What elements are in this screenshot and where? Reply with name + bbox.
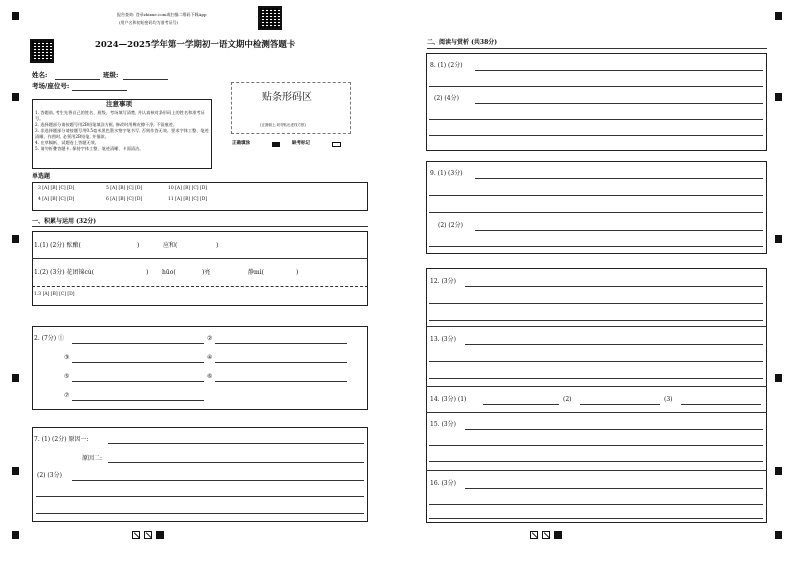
section2-title: 二、阅读与赏析 (共38分) xyxy=(427,39,498,46)
slash-box-icon xyxy=(530,531,538,539)
q8-1-label: 8. (1) (2分) xyxy=(430,62,463,69)
q2-mark-6: ⑥ xyxy=(207,373,213,380)
correct-fill-label: 正确填涂 xyxy=(232,141,250,146)
q1-1-close: ) xyxy=(137,242,140,249)
choice-option-row[interactable]: 6 [A] [B] [C] [D] xyxy=(106,197,143,202)
q9-answer-line[interactable] xyxy=(475,230,763,231)
q16-label: 16. (3分) xyxy=(430,480,456,487)
q2-answer-line-1[interactable] xyxy=(72,343,204,344)
alignment-marker xyxy=(775,93,782,101)
row-divider xyxy=(426,412,767,413)
note-item: 5. 请勿折叠答题卡, 保持字体工整、笔迹清晰、卡面清洁。 xyxy=(35,146,144,151)
q14-answer-line-3[interactable] xyxy=(681,404,761,405)
q2-answer-line-4[interactable] xyxy=(215,362,347,363)
sheet-qr-code xyxy=(30,39,54,63)
q15-answer-line[interactable] xyxy=(465,429,763,430)
filled-box-icon xyxy=(554,531,562,539)
q1-1-close2: ) xyxy=(216,242,219,249)
q13-answer-line[interactable] xyxy=(429,378,763,379)
q15-label: 15. (3分) xyxy=(430,421,456,428)
notes-title: 注意事项 xyxy=(106,100,132,108)
q1-2-label: 1.(2) (3分) 花团锦cù( xyxy=(34,269,95,276)
row-divider xyxy=(426,326,767,327)
page-marker-group xyxy=(530,531,566,539)
q7-reason1-line[interactable] xyxy=(108,443,364,444)
q13-label: 13. (3分) xyxy=(430,336,456,343)
q8-2-label: (2) (4分) xyxy=(434,95,459,102)
q7-answer-line[interactable] xyxy=(72,480,364,481)
platform-line-1: 报告查询: 登录zhixue.com或扫描二维码下载App xyxy=(117,12,207,17)
notes-list xyxy=(35,110,209,152)
row-divider xyxy=(426,386,767,387)
single-choice-label: 单选题 xyxy=(32,173,51,180)
q1-3-choice[interactable]: 1.3 [A] [B] [C] [D] xyxy=(34,292,75,297)
q7-answer-line[interactable] xyxy=(36,513,364,514)
q7-reason2-line[interactable] xyxy=(108,462,364,463)
slash-box-icon xyxy=(542,531,550,539)
slash-box-icon xyxy=(132,531,140,539)
q8-answer-line[interactable] xyxy=(429,86,763,87)
alignment-marker xyxy=(775,374,782,382)
choice-option-row[interactable]: 3 [A] [B] [C] [D] xyxy=(38,186,75,191)
q15-answer-line[interactable] xyxy=(429,445,763,446)
q13-answer-line[interactable] xyxy=(465,344,763,345)
q9-1-label: 9. (1) (3分) xyxy=(430,170,463,177)
q1-1-part2: 应和( xyxy=(163,242,178,249)
q1-2-part2: hūo( xyxy=(162,269,176,276)
note-item: 1. 答题前, 考生先将自己的姓名、班级、考场填写清楚, 并认真核对条形码上的姓名和准考证号。 xyxy=(35,110,205,121)
name-field[interactable] xyxy=(55,79,100,80)
q1-2-close: ) xyxy=(146,269,149,276)
q14-part2: (2) xyxy=(563,396,572,403)
section1-title: 一、积累与运用 (32分) xyxy=(32,218,97,225)
alignment-marker xyxy=(12,93,19,101)
q2-answer-line-5[interactable] xyxy=(72,381,204,382)
alignment-marker xyxy=(775,12,782,20)
q2-mark-5: ⑤ xyxy=(64,373,70,380)
room-label: 考场/座位号: xyxy=(32,82,70,90)
slash-box-icon xyxy=(144,531,152,539)
q9-answer-line[interactable] xyxy=(429,246,763,247)
row-divider xyxy=(32,286,368,287)
note-item: 3. 非选择题部分请按题号用0.5毫米黑色墨水签字笔书写, 否则作答无效。要求字体工整、笔迹清晰。作图时, 必须用2B铅笔, 并描浓。 xyxy=(35,128,209,139)
q1-2-part3: 静mì( xyxy=(248,269,264,276)
section-divider xyxy=(32,226,368,227)
alignment-marker xyxy=(12,467,19,475)
q15-answer-line[interactable] xyxy=(429,461,763,462)
q13-answer-line[interactable] xyxy=(429,361,763,362)
choice-option-row[interactable]: 11 [A] [B] [C] [D] xyxy=(168,197,208,202)
alignment-marker xyxy=(12,374,19,382)
q8-answer-line[interactable] xyxy=(429,119,763,120)
q14-answer-line-1[interactable] xyxy=(483,404,559,405)
q7-reason2-label: 原因二: xyxy=(82,455,103,462)
q9-answer-line[interactable] xyxy=(429,195,763,196)
q12-answer-line[interactable] xyxy=(465,286,763,287)
platform-line-2: (用户名和初始密码均为准考证号) xyxy=(119,20,179,25)
name-label: 姓名: xyxy=(32,71,48,79)
alignment-marker xyxy=(775,531,782,539)
q8-box xyxy=(426,53,767,151)
download-qr-code[interactable] xyxy=(258,6,282,30)
choice-option-row[interactable]: 4 [A] [B] [C] [D] xyxy=(38,197,75,202)
q9-2-label: (2) (2分) xyxy=(438,222,463,229)
choice-option-row[interactable]: 5 [A] [B] [C] [D] xyxy=(106,186,143,191)
choice-option-row[interactable]: 10 [A] [B] [C] [D] xyxy=(168,186,208,191)
q7-label: 7. (1) (2分) 原因一: xyxy=(34,436,89,443)
q12-answer-line[interactable] xyxy=(429,303,763,304)
q9-box xyxy=(426,161,767,254)
q16-answer-line[interactable] xyxy=(429,518,763,519)
q2-mark-4: ④ xyxy=(207,354,213,361)
q1-2-close2: )亮 xyxy=(202,269,211,276)
q2-answer-line-2[interactable] xyxy=(215,343,347,344)
q7-answer-line[interactable] xyxy=(36,496,364,497)
q14-part3: (3) xyxy=(664,396,673,403)
q8-answer-line[interactable] xyxy=(475,103,763,104)
q2-mark-3: ③ xyxy=(64,354,70,361)
filled-box-icon xyxy=(156,531,164,539)
q1-1-label: 1.(1) (2分) 酝酿( xyxy=(34,242,81,249)
q8-answer-line[interactable] xyxy=(475,70,763,71)
q14-answer-line-2[interactable] xyxy=(580,404,660,405)
alignment-marker xyxy=(12,12,19,20)
note-item: 4. 在草稿纸、试题卷上答题无效。 xyxy=(35,140,99,145)
room-field[interactable] xyxy=(72,90,127,91)
sheet-title: 2024—2025学年第一学期初一语文期中检测答题卡 xyxy=(95,40,296,50)
q12-answer-line[interactable] xyxy=(429,320,763,321)
barcode-title: 贴条形码区 xyxy=(262,92,312,103)
q12-label: 12. (3分) xyxy=(430,278,456,285)
correct-fill-sample xyxy=(272,142,280,147)
alignment-marker xyxy=(775,235,782,243)
q2-answer-line-3[interactable] xyxy=(72,362,204,363)
missing-mark-box[interactable] xyxy=(332,142,341,147)
barcode-note: (正面朝上,切勿贴出虚线方框) xyxy=(260,123,306,127)
class-label: 班级: xyxy=(103,71,119,79)
q16-answer-line[interactable] xyxy=(465,488,763,489)
q9-answer-line[interactable] xyxy=(475,178,763,179)
q9-answer-line[interactable] xyxy=(429,212,763,213)
note-item: 2. 选择题部分请按题号用2B铅笔填涂方框, 修改时用橡皮擦干净, 不留痕迹。 xyxy=(35,122,178,127)
q2-answer-line-6[interactable] xyxy=(215,381,347,382)
q14-label: 14. (3分) (1) xyxy=(430,396,467,403)
q2-mark-2: ② xyxy=(207,335,213,342)
missing-mark-label: 缺考标记 xyxy=(292,141,310,146)
alignment-marker xyxy=(12,531,19,539)
q12-16-box xyxy=(426,268,767,523)
row-divider xyxy=(32,258,368,259)
alignment-marker xyxy=(775,467,782,475)
section-divider xyxy=(427,48,767,49)
q16-answer-line[interactable] xyxy=(429,504,763,505)
class-field[interactable] xyxy=(123,79,168,80)
q1-2-close3: ) xyxy=(296,269,299,276)
q2-answer-line-7[interactable] xyxy=(72,400,204,401)
q7-part2-label: (2) (3分) xyxy=(37,472,62,479)
q8-answer-line[interactable] xyxy=(429,135,763,136)
page-marker-group xyxy=(132,531,168,539)
q2-box xyxy=(32,326,368,410)
alignment-marker xyxy=(12,235,19,243)
q2-label: 2. (7分) ① xyxy=(34,335,65,342)
row-divider xyxy=(426,470,767,471)
q2-mark-7: ⑦ xyxy=(64,392,70,399)
